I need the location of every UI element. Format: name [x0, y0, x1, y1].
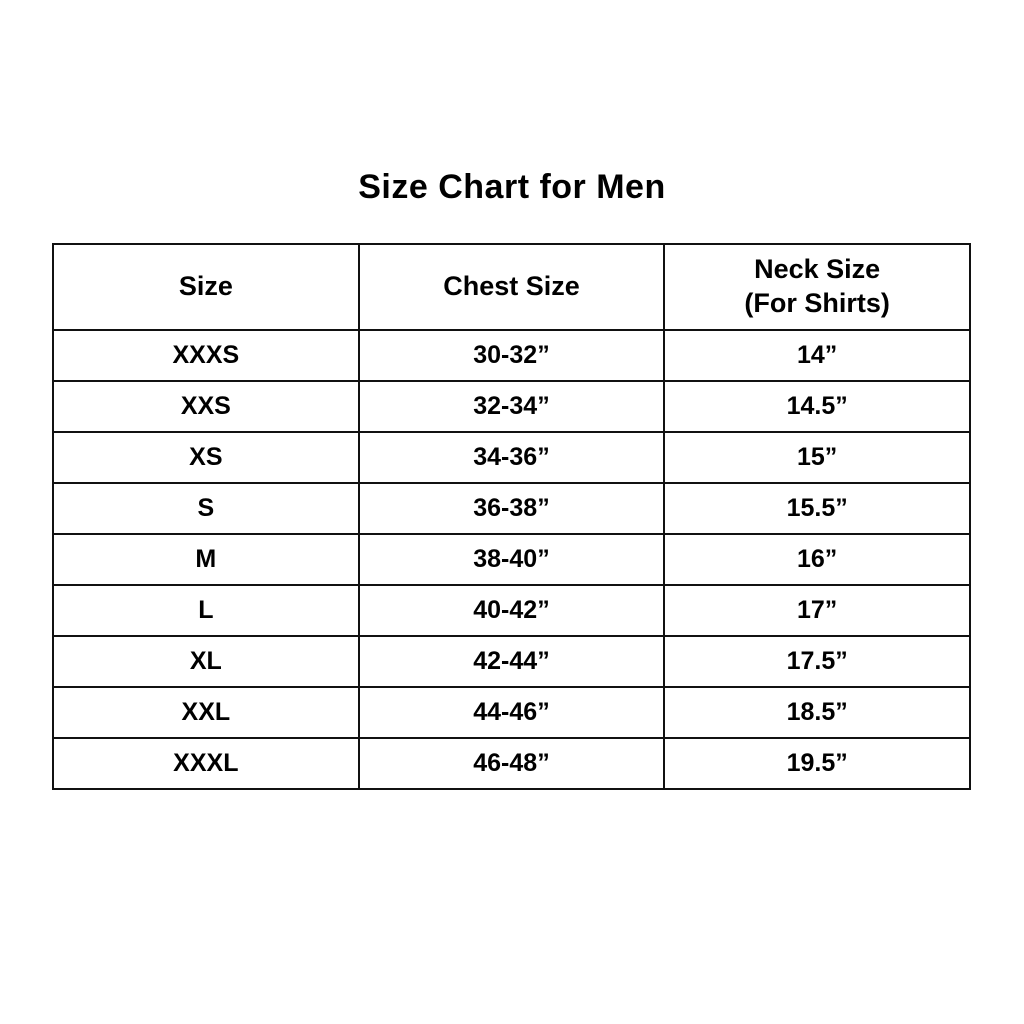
neck-size-column-header-label: Neck Size	[754, 254, 881, 285]
table-body	[53, 330, 970, 789]
chest-size-cell: 44-46”	[359, 687, 665, 738]
size-cell: XXXS	[53, 330, 359, 381]
neck-size-cell: 16”	[664, 534, 970, 585]
chest-size-cell: 40-42”	[359, 585, 665, 636]
size-chart-table	[52, 243, 971, 790]
table-row-xxs	[53, 381, 970, 432]
neck-size-cell: 18.5”	[664, 687, 970, 738]
neck-size-cell: 17”	[664, 585, 970, 636]
size-cell: XXS	[53, 381, 359, 432]
table-row-xxl	[53, 687, 970, 738]
neck-size-cell: 15”	[664, 432, 970, 483]
table-row-xxxs	[53, 330, 970, 381]
chest-size-cell: 38-40”	[359, 534, 665, 585]
size-cell: XL	[53, 636, 359, 687]
chest-size-cell: 36-38”	[359, 483, 665, 534]
chest-size-column-header	[359, 244, 665, 330]
neck-size-column-header	[664, 244, 970, 330]
table-row-xxxl	[53, 738, 970, 789]
table-row-xl	[53, 636, 970, 687]
size-column-header	[53, 244, 359, 330]
table-row-s	[53, 483, 970, 534]
neck-size-cell: 14”	[664, 330, 970, 381]
table-row-l	[53, 585, 970, 636]
size-column-header-label: Size	[178, 271, 233, 302]
neck-size-cell: 17.5”	[664, 636, 970, 687]
chest-size-cell: 34-36”	[359, 432, 665, 483]
page-title: Size Chart for Men	[358, 168, 666, 206]
neck-size-cell: 15.5”	[664, 483, 970, 534]
table-header	[53, 244, 970, 330]
chest-size-column-header-label: Chest Size	[443, 271, 580, 302]
neck-size-column-header-subtitle: (For Shirts)	[744, 288, 890, 318]
chest-size-cell: 42-44”	[359, 636, 665, 687]
size-cell: S	[53, 483, 359, 534]
neck-size-cell: 14.5”	[664, 381, 970, 432]
header-row	[53, 244, 970, 330]
chest-size-cell: 32-34”	[359, 381, 665, 432]
size-cell: XXXL	[53, 738, 359, 789]
table-row-xs	[53, 432, 970, 483]
neck-size-cell: 19.5”	[664, 738, 970, 789]
size-cell: L	[53, 585, 359, 636]
table-row-m	[53, 534, 970, 585]
size-cell: M	[53, 534, 359, 585]
chest-size-cell: 46-48”	[359, 738, 665, 789]
size-cell: XXL	[53, 687, 359, 738]
chest-size-cell: 30-32”	[359, 330, 665, 381]
size-cell: XS	[53, 432, 359, 483]
